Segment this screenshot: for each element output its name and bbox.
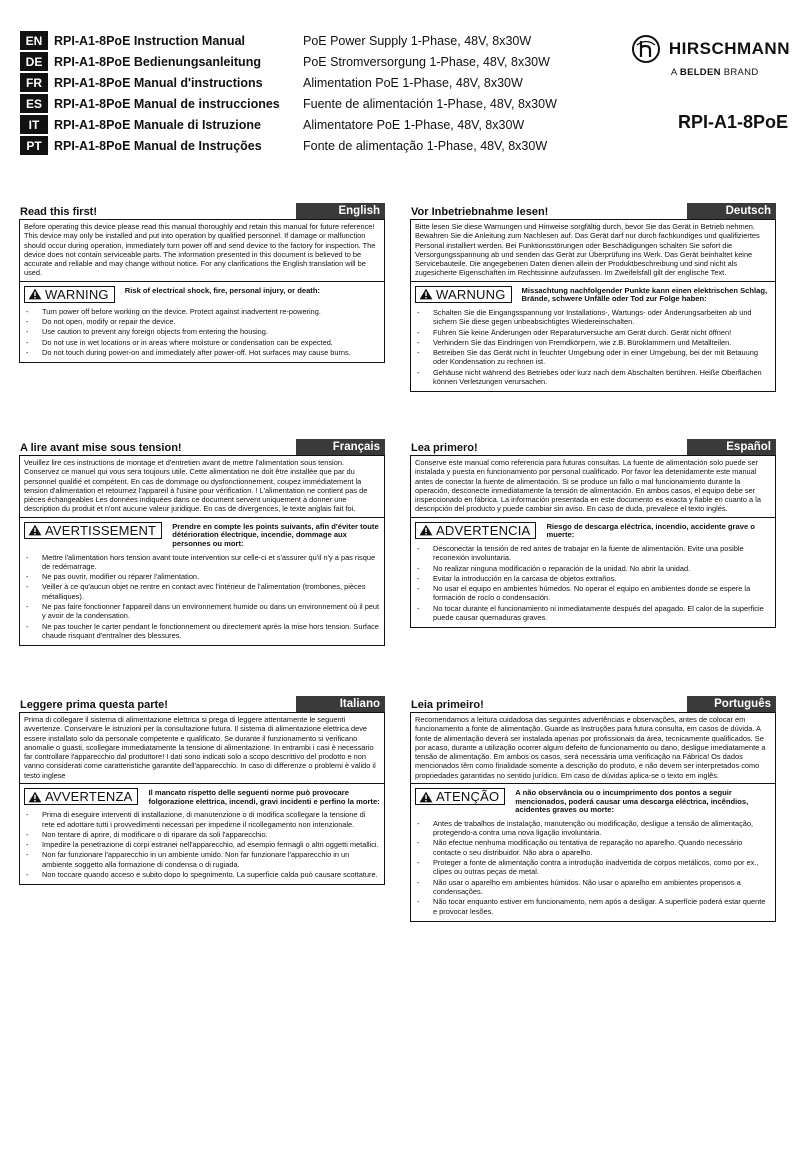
warning-row xyxy=(20,281,384,305)
product-title: Alimentation PoE 1-Phase, 48V, 8x30W xyxy=(303,72,593,93)
safety-item: - Non toccare quando acceso e subito dopo lo spegnimento. La superficie calda può causare scottature. xyxy=(24,870,380,879)
safety-item: - Use caution to prevent any foreign objects from entering the housing. xyxy=(24,327,380,336)
product-title: Fonte de alimentação 1-Phase, 48V, 8x30W xyxy=(303,135,593,155)
safety-item: - Não tocar enquanto estiver em funcionamento, nem após a desligar. A superfície poderá estar quente e provocar lesões. xyxy=(415,897,771,916)
section-language: Italiano xyxy=(296,696,385,712)
hirschmann-logo-icon xyxy=(631,34,661,64)
safety-list xyxy=(415,819,771,916)
section-pt xyxy=(410,696,776,922)
safety-item: - Verhindern Sie das Eindringen von Fremdkörpern, wie z.B. Büroklammern und Metallteilen. xyxy=(415,338,771,347)
manual-title: RPI-A1-8PoE Instruction Manual xyxy=(54,33,245,48)
title-row-de xyxy=(20,51,593,72)
warning-row xyxy=(411,517,775,542)
safety-list xyxy=(24,810,380,879)
safety-item: - Antes de trabalhos de instalação, manutenção ou modificação, desligue a tensão de alimentação, protegendo-a contra uma nova ligação involuntária. xyxy=(415,819,771,838)
warning-risk: Prendre en compte les points suivants, afin d'éviter toute détérioration électrique, incendie, dommage aux personnes ou mort: xyxy=(172,521,379,548)
section-title: Leia primeiro! xyxy=(411,699,484,711)
section-title: Lea primero! xyxy=(411,442,478,454)
brand-name: HIRSCHMANN xyxy=(668,39,790,58)
section-language: Português xyxy=(687,696,776,712)
language-title-table xyxy=(20,31,593,155)
safety-item: - Mettre l'alimentation hors tension avant toute intervention sur celle-ci et s'assurer qu'il n'y a pas risque de redémarrage. xyxy=(24,553,380,572)
product-title: Fuente de alimentación 1-Phase, 48V, 8x30W xyxy=(303,93,593,114)
brand-tagline: A BELDEN BRAND xyxy=(670,67,759,78)
safety-item: - No usar el equipo en ambientes húmedos. No operar el equipo en ambientes donde se espere la formación de rocío o condensación. xyxy=(415,584,771,603)
warning-label: ATENÇÃO xyxy=(436,788,500,804)
safety-item: - Impedire la penetrazione di corpi estranei nell'apparecchio, ad esempio fermagli o altri oggetti metallici. xyxy=(24,840,380,849)
title-row-fr xyxy=(20,72,593,93)
safety-item: - Führen Sie keine Änderungen oder Reparaturversuche am Gerät durch. Gerät nicht öffnen! xyxy=(415,328,771,337)
warning-risk: A não observância ou o incumprimento dos pontos a seguir mencionados, poderá causar uma descarga eléctrica, incêndios, acidentes graves ou morte: xyxy=(515,788,749,815)
safety-list xyxy=(24,553,380,641)
warning-badge xyxy=(415,286,512,303)
warning-triangle-icon xyxy=(419,791,436,803)
lang-code: DE xyxy=(20,51,48,72)
safety-item: - Ne pas toucher le carter pendant le fonctionnement ou directement après la mise hors tension. Surface chaude risquant d'entraîner des blessures. xyxy=(24,622,380,641)
warning-badge xyxy=(24,286,115,303)
section-title: A lire avant mise sous tension! xyxy=(20,442,182,454)
section-intro: Before operating this device please read this manual thoroughly and retain this manual for future reference! This device may only be installed and put into operation by qualified personnel. If damage or malfunction should occur during operation, immediately turn power off and send device to the factory for inspection. The device does not contain serviceable parts. The information presented in this document is believed to be accurate and reliable and may change without notice. For any clarifications the English translation will be used. xyxy=(24,222,376,278)
warning-badge xyxy=(415,522,536,539)
section-intro: Bitte lesen Sie diese Warnungen und Hinweise sorgfältig durch, bevor Sie das Gerät in Betrieb nehmen. Bewahren Sie die Anleitung zum Nachlesen auf. Das Gerät darf nur durch fachkundiges und qualifiziertes Personal installiert werden. Bei Funktionsstörungen oder Beschädigungen schalten Sie sofort die Versorgungsspannung ab und senden das Gerät zur Überprüfung ins Werk. Das Gerät beinhaltet keine Servicebauteile. Die angegebenen Daten dienen allein der Produktbeschreibung und sind nicht als zugesicherte Eigenschaften im Rechtssinne aufzufassen. Im Zweifelsfall gilt der englische Text. xyxy=(415,222,760,278)
section-en xyxy=(19,203,385,363)
warning-badge xyxy=(24,522,162,539)
section-fr xyxy=(19,439,385,646)
manual-title: RPI-A1-8PoE Manuale di Istruzione xyxy=(48,114,303,135)
warning-row xyxy=(411,783,775,817)
warning-risk: Riesgo de descarga eléctrica, incendio, accidente grave o muerte: xyxy=(546,521,755,540)
title-row-it xyxy=(20,114,593,135)
section-it xyxy=(19,696,385,885)
lang-code: PT xyxy=(20,135,48,155)
safety-item: - Do not use in wet locations or in areas where moisture or condensation can be expected. xyxy=(24,338,380,347)
section-de xyxy=(410,203,776,392)
safety-item: - Schalten Sie die Eingangsspannung vor Installations-, Wartungs- oder Änderungsarbeiten ab und sichern Sie diese gegen unbeabsichtigtes Wiedereinschalten. xyxy=(415,308,771,327)
section-intro: Conserve este manual como referencia para futuras consultas. La fuente de alimentación solo puede ser instalada y puesta en funcionamiento por personal cualificado. Por favor lea detenidamente este manual antes de conectar la fuente de alimentación. Si se produce un fallo o mal funcionamiento durante la operación, desconecte inmediatamente la tensión de alimentación. En ambos casos, el equipo debe ser inspeccionado en fábrica. La información presentada en este documento es exacta y fiable en cuanto a la descripción del producto y puede cambiar sin aviso. En caso de duda, prevalece el texto inglés. xyxy=(415,458,761,514)
safety-item: - Betreiben Sie das Gerät nicht in feuchter Umgebung oder in einer Umgebung, bei der mit Betauung oder Kondensation zu rechnen ist. xyxy=(415,348,771,367)
brand-logo xyxy=(631,34,790,78)
warning-row xyxy=(20,517,384,551)
product-title: Alimentatore PoE 1-Phase, 48V, 8x30W xyxy=(303,114,593,135)
warning-risk: Il mancato rispetto delle seguenti norme può provocare folgorazione elettrica, incendi, gravi incidenti e perfino la morte: xyxy=(148,788,380,806)
section-body xyxy=(19,456,385,646)
section-body xyxy=(19,713,385,885)
safety-item: - Non tentare di aprire, di modificare o di riparare da soli l'apparecchio. xyxy=(24,830,380,839)
warning-label: WARNUNG xyxy=(436,286,506,302)
safety-item: - Desconectar la tensión de red antes de trabajar en la fuente de alimentación. Evite una posible reconexión involuntaria. xyxy=(415,544,771,563)
lang-code: IT xyxy=(20,114,48,135)
safety-list xyxy=(415,308,771,386)
safety-list xyxy=(415,544,771,622)
section-header xyxy=(410,696,776,713)
safety-item: - Prima di eseguire interventi di installazione, di manutenzione o di modifica scollegare la tensione di rete ed adottare tutti i provvedimenti necessari per impedirne il ricollegamento non intenzionale. xyxy=(24,810,380,829)
section-body xyxy=(410,220,776,392)
warning-row xyxy=(411,281,775,306)
section-language: English xyxy=(296,203,385,219)
safety-item: - No tocar durante el funcionamiento ni inmediatamente después del apagado. El calor de la superficie puede causar quemaduras graves. xyxy=(415,604,771,623)
manual-title: RPI-A1-8PoE Manual d'instructions xyxy=(48,72,303,93)
title-row-pt xyxy=(20,135,593,155)
warning-label: AVERTISSEMENT xyxy=(45,522,157,538)
warning-triangle-icon xyxy=(419,524,436,536)
section-body xyxy=(410,713,776,922)
warning-label: ADVERTENCIA xyxy=(436,522,531,538)
warning-label: WARNING xyxy=(45,286,109,302)
lang-code: EN xyxy=(20,31,48,51)
warning-triangle-icon xyxy=(28,791,45,803)
safety-item: - Do not open, modify or repair the device. xyxy=(24,317,380,326)
safety-item: - Proteger a fonte de alimentação contra a introdução inadvertida de corpos metálicos, como por ex., clipes ou outras peças de metal. xyxy=(415,858,771,877)
section-language: Español xyxy=(687,439,776,455)
section-header xyxy=(19,203,385,220)
safety-item: - Ne pas ouvrir, modifier ou réparer l'alimentation. xyxy=(24,572,380,581)
warning-risk: Missachtung nachfolgender Punkte kann einen elektrischen Schlag, Brände, schwere Unfälle oder Tod zur Folge haben: xyxy=(521,285,768,304)
product-title: PoE Power Supply 1-Phase, 48V, 8x30W xyxy=(303,33,532,48)
warning-triangle-icon xyxy=(28,524,45,536)
manual-title: RPI-A1-8PoE Manual de instrucciones xyxy=(48,93,303,114)
section-header xyxy=(410,203,776,220)
safety-item: - Não usar o aparelho em ambientes húmidos. Não usar o aparelho em ambientes propensos a condensações. xyxy=(415,878,771,897)
lang-code: ES xyxy=(20,93,48,114)
safety-item: - Turn power off before working on the device. Protect against inadvertent re-powering. xyxy=(24,307,380,316)
lang-code: FR xyxy=(20,72,48,93)
warning-row xyxy=(20,783,384,808)
section-body xyxy=(410,456,776,628)
warning-badge xyxy=(415,788,505,805)
section-es xyxy=(410,439,776,628)
safety-item: - Não efectue nenhuma modificação ou tentativa de reparação no aparelho. Quando necessário contacte o seu distribuidor. Não abra o aparelho. xyxy=(415,838,771,857)
section-header xyxy=(410,439,776,456)
section-language: Français xyxy=(296,439,385,455)
warning-triangle-icon xyxy=(419,288,436,300)
safety-item: - Gehäuse nicht während des Betriebes oder kurz nach dem Abschalten berühren. Heiße Oberflächen können Verletzungen verursachen. xyxy=(415,368,771,387)
title-row-en xyxy=(20,31,593,51)
warning-label: AVVERTENZA xyxy=(45,788,133,804)
section-header xyxy=(19,696,385,713)
safety-item: - Veiller à ce qu'aucun objet ne rentre en contact avec l'intérieur de l'alimentation (trombones, pièces métalliques). xyxy=(24,582,380,601)
section-title: Leggere prima questa parte! xyxy=(20,699,168,711)
section-intro: Recomendamos a leitura cuidadosa das seguintes advertências e observações, antes de colocar em funcionamento a fonte de alimentação. Guarde as Instruções para futura consulta, em casos de dúvida. A fonte de alimentação deverá ser instalada apenas por profissionais da área, tecnicamente qualificados. Se por acaso, durante a utilização ocorrer algum defeito de funcionamento ou dano, desligue imediatamente a tensão de alimentação. Em ambos os casos, será necessária uma verificação na Fábrica! Os dados mencionados têm como finalidade somente a descrição do produto, e não devem ser interpretados como propriedades garantidas no sentido jurídico. Em caso de dúvidas aplica-se o texto em inglês. xyxy=(415,715,766,780)
warning-risk: Risk of electrical shock, fire, personal injury, or death: xyxy=(124,285,320,295)
product-title: PoE Stromversorgung 1-Phase, 48V, 8x30W xyxy=(303,51,593,72)
safety-item: - Do not touch during power-on and immediately after power-off. Hot surfaces may cause burns. xyxy=(24,348,380,357)
section-title: Vor Inbetriebnahme lesen! xyxy=(411,206,549,218)
safety-item: - Non far funzionare l'apparecchio in un ambiente umido. Non far funzionare l'apparecchio in un ambiente soggetto alla formazione di condensa o di rugiada. xyxy=(24,850,380,869)
model-number: RPI-A1-8PoE xyxy=(677,112,788,132)
section-body xyxy=(19,220,385,363)
warning-badge xyxy=(24,788,138,805)
section-header xyxy=(19,439,385,456)
safety-list xyxy=(24,307,380,357)
safety-item: - Ne pas faire fonctionner l'appareil dans un environnement humide ou dans un environnement où il peut y avoir de la condensation. xyxy=(24,602,380,621)
section-title: Read this first! xyxy=(20,206,98,218)
section-intro: Prima di collegare il sistema di alimentazione elettrica si prega di leggere attentamente le seguenti avvertenze. Conservare le istruzioni per la consultazione futura. Il sistema di alimentazione elettrica deve essere installato solo da personale competente e qualificato. Se durante il funzionamento si verificano anomalie o guasti, scollegare immediatamente la tensione di alimentazione. In entrambi i casi è necessario far controllare l'apparecchio dal produttore! I dati sono indicati solo a scopo descrittivo del prodotto e non vanno considerati come caratteristiche garantite dell'apparecchio. In caso di differenze o problemi è valido il testo inglese xyxy=(24,715,376,780)
warning-triangle-icon xyxy=(28,288,45,300)
section-intro: Veuillez lire ces instructions de montage et d'entretien avant de mettre l'alimentation sous tension. Conservez ce manuel qui vous sera toujours utile. Cette alimentation ne doit être installée que par du personnel qualifié et compétent. En cas de dommage ou dysfonctionnement, coupez immédiatement la tension d'alimentation et retournez l'appareil à l'usine pour vérification. ! L'alimentation ne contient pas de pièces échangeables Les données indiquées dans ce document servent uniquement à donner une description du produit et n'ont aucune valeur juridique. En cas de divergences, le texte anglais fait foi. xyxy=(24,458,368,514)
manual-title: RPI-A1-8PoE Manual de Instruções xyxy=(48,135,303,155)
section-language: Deutsch xyxy=(687,203,776,219)
title-row-es xyxy=(20,93,593,114)
manual-title: RPI-A1-8PoE Bedienungsanleitung xyxy=(48,51,303,72)
safety-item: - No realizar ninguna modificación o reparación de la unidad. No abrir la unidad. xyxy=(415,564,771,573)
safety-item: - Evitar la introducción en la carcasa de objetos extraños. xyxy=(415,574,771,583)
